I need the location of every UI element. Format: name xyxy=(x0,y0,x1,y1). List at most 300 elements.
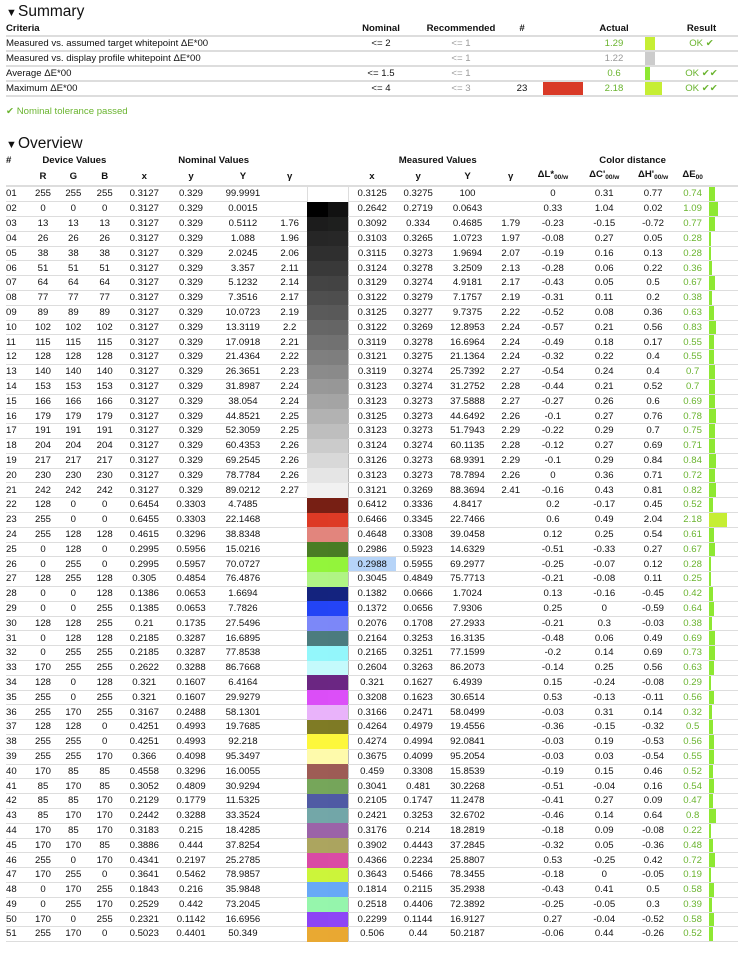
device-b: 255 xyxy=(89,186,120,202)
nominal-swatch xyxy=(307,779,327,794)
nominal-swatch xyxy=(307,601,327,616)
criteria-cell: Measured vs. display profile whitepoint ΔE*00 xyxy=(6,51,341,66)
table-row xyxy=(6,513,738,528)
delta-l: -0.51 xyxy=(527,779,578,794)
table-row xyxy=(6,616,738,631)
device-b: 191 xyxy=(89,424,120,439)
nominal-gamma xyxy=(272,557,307,572)
overview-heading[interactable]: ▼Overview xyxy=(6,132,745,154)
delta-e-bar xyxy=(709,557,711,571)
delta-h: 0.56 xyxy=(630,661,676,676)
delta-e-bar-cell xyxy=(709,335,738,350)
measured-x: 0.3125 xyxy=(348,305,395,320)
nominal-Y: 52.3059 xyxy=(214,424,273,439)
color-swatch xyxy=(307,616,348,631)
patch-number: 32 xyxy=(6,646,29,661)
delta-e: 0.83 xyxy=(676,320,709,335)
color-swatch xyxy=(307,853,348,868)
device-r: 255 xyxy=(29,927,58,942)
nominal-x: 0.3127 xyxy=(120,439,168,454)
delta-e: 0.58 xyxy=(676,912,709,927)
device-r: 0 xyxy=(29,202,58,217)
nominal-x: 0.305 xyxy=(120,572,168,587)
measured-y: 0.3274 xyxy=(396,379,441,394)
table-row xyxy=(6,379,738,394)
device-r: 128 xyxy=(29,720,58,735)
nominal-Y: 16.6956 xyxy=(214,912,273,927)
table-row xyxy=(6,483,738,498)
delta-l: -0.54 xyxy=(527,365,578,380)
nominal-y: 0.329 xyxy=(168,305,213,320)
measured-y: 0.334 xyxy=(396,217,441,232)
nominal-swatch xyxy=(307,764,327,779)
nominal-y: 0.4401 xyxy=(168,927,213,942)
nominal-Y: 25.2785 xyxy=(214,853,273,868)
nominal-y: 0.215 xyxy=(168,823,213,838)
nominal-y: 0.3296 xyxy=(168,527,213,542)
delta-e-bar-cell xyxy=(709,409,738,424)
color-swatch xyxy=(307,838,348,853)
nominal-y: 0.5956 xyxy=(168,542,213,557)
measured-swatch xyxy=(328,483,348,498)
device-g: 170 xyxy=(57,705,89,720)
patch-number: 11 xyxy=(6,335,29,350)
nominal-y: 0.5957 xyxy=(168,557,213,572)
delta-c: -0.17 xyxy=(579,498,630,513)
measured-Y: 3.2509 xyxy=(441,261,494,276)
summary-heading[interactable]: ▼Summary xyxy=(6,0,745,22)
measured-x: 0.3129 xyxy=(348,276,395,291)
nominal-swatch xyxy=(307,335,327,350)
table-row xyxy=(6,291,738,306)
measured-x: 0.3123 xyxy=(348,379,395,394)
device-b: 170 xyxy=(89,749,120,764)
nominal-x: 0.321 xyxy=(120,690,168,705)
delta-e: 0.7 xyxy=(676,379,709,394)
nominal-x: 0.3127 xyxy=(120,231,168,246)
measured-gamma xyxy=(494,720,527,735)
delta-l: -0.31 xyxy=(527,291,578,306)
measured-y: 0.3273 xyxy=(396,394,441,409)
device-r: 0 xyxy=(29,542,58,557)
nominal-y: 0.1779 xyxy=(168,794,213,809)
measured-gamma: 2.26 xyxy=(494,409,527,424)
measured-swatch xyxy=(328,823,348,838)
nominal-x: 0.3127 xyxy=(120,291,168,306)
measured-Y: 39.0458 xyxy=(441,527,494,542)
actual-cell: 1.29 xyxy=(583,36,645,51)
actual-bar xyxy=(645,82,662,95)
measured-swatch xyxy=(328,882,348,897)
nominal-swatch xyxy=(307,720,327,735)
measured-x: 0.459 xyxy=(348,764,395,779)
delta-c: 0.15 xyxy=(579,764,630,779)
table-row xyxy=(6,261,738,276)
measured-swatch xyxy=(328,246,348,261)
delta-e: 0.78 xyxy=(676,409,709,424)
table-row xyxy=(6,246,738,261)
summary-row xyxy=(6,81,738,96)
measured-swatch xyxy=(328,276,348,291)
measured-Y: 0.4685 xyxy=(441,217,494,232)
device-b: 128 xyxy=(89,631,120,646)
color-swatch xyxy=(307,631,348,646)
measured-swatch xyxy=(328,439,348,454)
nominal-swatch xyxy=(307,897,327,912)
measured-swatch xyxy=(328,749,348,764)
table-row xyxy=(6,720,738,735)
table-row xyxy=(6,350,738,365)
result-cell: OK ✔✔ xyxy=(665,81,738,96)
measured-y: 0.3269 xyxy=(396,483,441,498)
nominal-y: 0.3287 xyxy=(168,646,213,661)
patch-number: 35 xyxy=(6,690,29,705)
device-b: 13 xyxy=(89,217,120,232)
nominal-swatch xyxy=(307,439,327,454)
delta-l: -0.41 xyxy=(527,794,578,809)
delta-h: 0.05 xyxy=(630,231,676,246)
measured-y: 0.3273 xyxy=(396,246,441,261)
measured-x: 0.6412 xyxy=(348,498,395,513)
device-r: 170 xyxy=(29,823,58,838)
delta-e: 0.82 xyxy=(676,483,709,498)
measured-Y: 60.1135 xyxy=(441,439,494,454)
delta-e-header: $\Delta E_{00}$ xyxy=(676,168,709,186)
patch-number: 36 xyxy=(6,705,29,720)
device-b: 170 xyxy=(89,794,120,809)
num-header: # xyxy=(6,155,12,166)
measured-Y: 88.3694 xyxy=(441,483,494,498)
measured-values-header: Measured Values xyxy=(398,155,477,166)
color-swatch xyxy=(307,734,348,749)
num-header: # xyxy=(501,22,543,36)
measured-swatch xyxy=(328,527,348,542)
device-g: 255 xyxy=(57,186,89,202)
delta-c: -0.16 xyxy=(579,587,630,602)
measured-Y: 78.7894 xyxy=(441,468,494,483)
device-g: 255 xyxy=(57,749,89,764)
delta-e: 0.22 xyxy=(676,823,709,838)
measured-swatch xyxy=(328,187,348,202)
device-b: 128 xyxy=(89,675,120,690)
criteria-header: Criteria xyxy=(6,22,341,36)
delta-c: 1.04 xyxy=(579,202,630,217)
measured-gamma: 2.24 xyxy=(494,350,527,365)
measured-x: 0.3208 xyxy=(348,690,395,705)
nominal-Y: 78.9857 xyxy=(214,868,273,883)
nominal-x: 0.4251 xyxy=(120,720,168,735)
measured-gamma xyxy=(494,882,527,897)
color-swatch xyxy=(307,291,348,306)
nominal-Y: 26.3651 xyxy=(214,365,273,380)
device-b: 179 xyxy=(89,409,120,424)
table-row xyxy=(6,927,738,942)
patch-number: 28 xyxy=(6,587,29,602)
delta-h: 0.14 xyxy=(630,705,676,720)
nominal-x: 0.1385 xyxy=(120,601,168,616)
measured-y: 0.2471 xyxy=(396,705,441,720)
delta-l: -0.18 xyxy=(527,868,578,883)
nominal-Y: 6.4164 xyxy=(214,675,273,690)
measured-swatch xyxy=(328,513,348,528)
delta-c: 0.49 xyxy=(579,513,630,528)
measured-y: 0.5955 xyxy=(396,557,441,572)
delta-e-bar-cell xyxy=(709,498,738,513)
device-b: 85 xyxy=(89,779,120,794)
measured-gamma xyxy=(494,794,527,809)
delta-e-bar-cell xyxy=(709,779,738,794)
measured-y: 0.3308 xyxy=(396,527,441,542)
patch-number: 08 xyxy=(6,291,29,306)
table-row xyxy=(6,882,738,897)
delta-c: 0.16 xyxy=(579,246,630,261)
color-swatch xyxy=(307,365,348,380)
nominal-x: 0.3127 xyxy=(120,468,168,483)
nominal-swatch xyxy=(307,794,327,809)
nominal-x: 0.2185 xyxy=(120,631,168,646)
device-b: 0 xyxy=(89,542,120,557)
measured-Y: 95.2054 xyxy=(441,749,494,764)
nominal-gamma: 2.27 xyxy=(272,483,307,498)
nominal-gamma xyxy=(272,587,307,602)
device-g: 128 xyxy=(57,616,89,631)
device-r: 140 xyxy=(29,365,58,380)
nominal-y: 0.329 xyxy=(168,379,213,394)
patch-number: 17 xyxy=(6,424,29,439)
result-cell: OK ✔✔ xyxy=(665,66,738,81)
device-b: 0 xyxy=(89,734,120,749)
device-r: 0 xyxy=(29,601,58,616)
measured-Y: 1.7024 xyxy=(441,587,494,602)
nominal-gamma xyxy=(272,794,307,809)
device-g: 217 xyxy=(57,453,89,468)
column-header-row xyxy=(6,168,738,186)
delta-c: 0.25 xyxy=(579,661,630,676)
measured-x: 0.3045 xyxy=(348,572,395,587)
nominal-gamma: 2.24 xyxy=(272,379,307,394)
measured-Y: 9.7375 xyxy=(441,305,494,320)
device-g: 242 xyxy=(57,483,89,498)
nominal-x: 0.2529 xyxy=(120,897,168,912)
result-cell: OK ✔ xyxy=(665,36,738,51)
measured-swatch xyxy=(328,572,348,587)
measured-Y: 1.9694 xyxy=(441,246,494,261)
nominal-Y: 13.3119 xyxy=(214,320,273,335)
nominal-Y: 16.0055 xyxy=(214,764,273,779)
measured-swatch xyxy=(328,409,348,424)
delta-l: -0.28 xyxy=(527,261,578,276)
device-r: 255 xyxy=(29,186,58,202)
delta-e: 0.69 xyxy=(676,631,709,646)
device-r: 230 xyxy=(29,468,58,483)
delta-e-bar-cell xyxy=(709,276,738,291)
nominal-x: 0.4615 xyxy=(120,527,168,542)
delta-c: -0.25 xyxy=(579,853,630,868)
delta-l: 0.13 xyxy=(527,587,578,602)
delta-e-bar-cell xyxy=(709,587,738,602)
delta-l: -0.32 xyxy=(527,838,578,853)
measured-gamma: 1.79 xyxy=(494,217,527,232)
color-swatch xyxy=(307,394,348,409)
delta-h: 0.84 xyxy=(630,453,676,468)
measured-Y: 44.6492 xyxy=(441,409,494,424)
measured-y: 0.3275 xyxy=(396,186,441,202)
device-b: 255 xyxy=(89,882,120,897)
nominal-Y: 19.7685 xyxy=(214,720,273,735)
measured-gamma: 2.27 xyxy=(494,394,527,409)
delta-e-bar-cell xyxy=(709,601,738,616)
device-r: 128 xyxy=(29,572,58,587)
worst-patch-swatch xyxy=(543,36,583,51)
summary-header-row xyxy=(6,22,738,36)
delta-e-bar xyxy=(709,720,713,734)
delta-e-bar xyxy=(709,424,715,438)
measured-x: 0.3166 xyxy=(348,705,395,720)
g-header: G xyxy=(57,168,89,186)
nominal-Y: 4.7485 xyxy=(214,498,273,513)
device-g: 102 xyxy=(57,320,89,335)
delta-h: -0.11 xyxy=(630,690,676,705)
measured-Y: 27.2933 xyxy=(441,616,494,631)
nominal-swatch xyxy=(307,749,327,764)
nominal-Y: 38.054 xyxy=(214,394,273,409)
delta-c: 0.14 xyxy=(579,808,630,823)
delta-e-bar-cell xyxy=(709,853,738,868)
nominal-swatch xyxy=(307,631,327,646)
delta-e-bar xyxy=(709,483,716,497)
measured-x: 0.4264 xyxy=(348,720,395,735)
patch-number: 21 xyxy=(6,483,29,498)
delta-c: 0.43 xyxy=(579,483,630,498)
color-swatch xyxy=(307,186,348,202)
device-r: 153 xyxy=(29,379,58,394)
delta-c: -0.33 xyxy=(579,542,630,557)
measured-Y: 32.6702 xyxy=(441,808,494,823)
delta-e: 0.52 xyxy=(676,927,709,942)
measured-swatch xyxy=(328,305,348,320)
nominal-swatch xyxy=(307,217,327,232)
delta-e-bar xyxy=(709,291,712,305)
delta-e-bar-cell xyxy=(709,231,738,246)
delta-e-bar xyxy=(709,454,716,468)
measured-y: 0.3336 xyxy=(396,498,441,513)
delta-h: -0.08 xyxy=(630,823,676,838)
nominal-swatch xyxy=(307,675,327,690)
actual-cell: 0.6 xyxy=(583,66,645,81)
delta-l: -0.03 xyxy=(527,749,578,764)
measured-gamma: 2.19 xyxy=(494,291,527,306)
color-swatch xyxy=(307,483,348,498)
device-b: 255 xyxy=(89,705,120,720)
measured-y: 0.2115 xyxy=(396,882,441,897)
measured-gamma xyxy=(494,853,527,868)
delta-c: 0.3 xyxy=(579,616,630,631)
delta-c: 0.36 xyxy=(579,468,630,483)
measured-Y: 77.1599 xyxy=(441,646,494,661)
measured-x[interactable]: 0.2988 xyxy=(348,557,395,572)
patch-number: 19 xyxy=(6,453,29,468)
measured-swatch xyxy=(328,720,348,735)
nominal-y-header: y xyxy=(168,168,213,186)
delta-l: -0.27 xyxy=(527,394,578,409)
nominal-x: 0.321 xyxy=(120,675,168,690)
delta-e-bar xyxy=(709,528,714,542)
table-row xyxy=(6,527,738,542)
device-r: 255 xyxy=(29,527,58,542)
nominal-gamma xyxy=(272,498,307,513)
device-g: 0 xyxy=(57,675,89,690)
delta-c: 0.05 xyxy=(579,838,630,853)
device-b: 170 xyxy=(89,823,120,838)
nominal-Y: 78.7784 xyxy=(214,468,273,483)
nominal-y: 0.329 xyxy=(168,409,213,424)
measured-x: 0.3119 xyxy=(348,335,395,350)
table-row xyxy=(6,305,738,320)
delta-e-bar xyxy=(709,513,727,527)
patch-number: 46 xyxy=(6,853,29,868)
delta-c: -0.13 xyxy=(579,690,630,705)
nominal-y: 0.329 xyxy=(168,320,213,335)
measured-x: 0.3675 xyxy=(348,749,395,764)
delta-c: 0.08 xyxy=(579,305,630,320)
measured-swatch xyxy=(328,764,348,779)
nominal-gamma: 2.25 xyxy=(272,424,307,439)
patch-number: 27 xyxy=(6,572,29,587)
nominal-x: 0.3641 xyxy=(120,868,168,883)
delta-e-bar xyxy=(709,543,715,557)
device-b: 170 xyxy=(89,853,120,868)
color-swatch xyxy=(307,587,348,602)
measured-Y: 58.0499 xyxy=(441,705,494,720)
measured-Y: 7.1757 xyxy=(441,291,494,306)
delta-h: 0.49 xyxy=(630,631,676,646)
measured-y: 0.3277 xyxy=(396,305,441,320)
nominal-swatch xyxy=(307,882,327,897)
nominal-swatch xyxy=(307,513,327,528)
delta-h: 0.3 xyxy=(630,897,676,912)
delta-c: -0.05 xyxy=(579,897,630,912)
nominal-y: 0.4993 xyxy=(168,720,213,735)
nominal-y: 0.329 xyxy=(168,217,213,232)
nominal-Y: 18.4285 xyxy=(214,823,273,838)
table-row xyxy=(6,661,738,676)
device-b: 166 xyxy=(89,394,120,409)
delta-e: 0.52 xyxy=(676,498,709,513)
delta-e: 0.25 xyxy=(676,572,709,587)
nominal-swatch xyxy=(308,187,328,202)
nominal-Y: 60.4353 xyxy=(214,439,273,454)
measured-x: 0.3092 xyxy=(348,217,395,232)
nominal-x: 0.5023 xyxy=(120,927,168,942)
measured-gamma: 2.29 xyxy=(494,424,527,439)
measured-swatch xyxy=(328,291,348,306)
nominal-swatch xyxy=(307,616,327,631)
nominal-x: 0.3127 xyxy=(120,246,168,261)
delta-e: 0.61 xyxy=(676,527,709,542)
patch-number: 30 xyxy=(6,616,29,631)
nominal-x: 0.366 xyxy=(120,749,168,764)
patch-number: 41 xyxy=(6,779,29,794)
delta-e-bar-cell xyxy=(709,320,738,335)
nominal-x: 0.3127 xyxy=(120,202,168,217)
patch-number: 01 xyxy=(6,186,29,202)
delta-e-bar-cell xyxy=(709,186,738,202)
table-row xyxy=(6,453,738,468)
device-b: 64 xyxy=(89,276,120,291)
measured-gamma xyxy=(494,927,527,942)
device-b: 128 xyxy=(89,527,120,542)
actual-bar-cell xyxy=(645,81,665,96)
